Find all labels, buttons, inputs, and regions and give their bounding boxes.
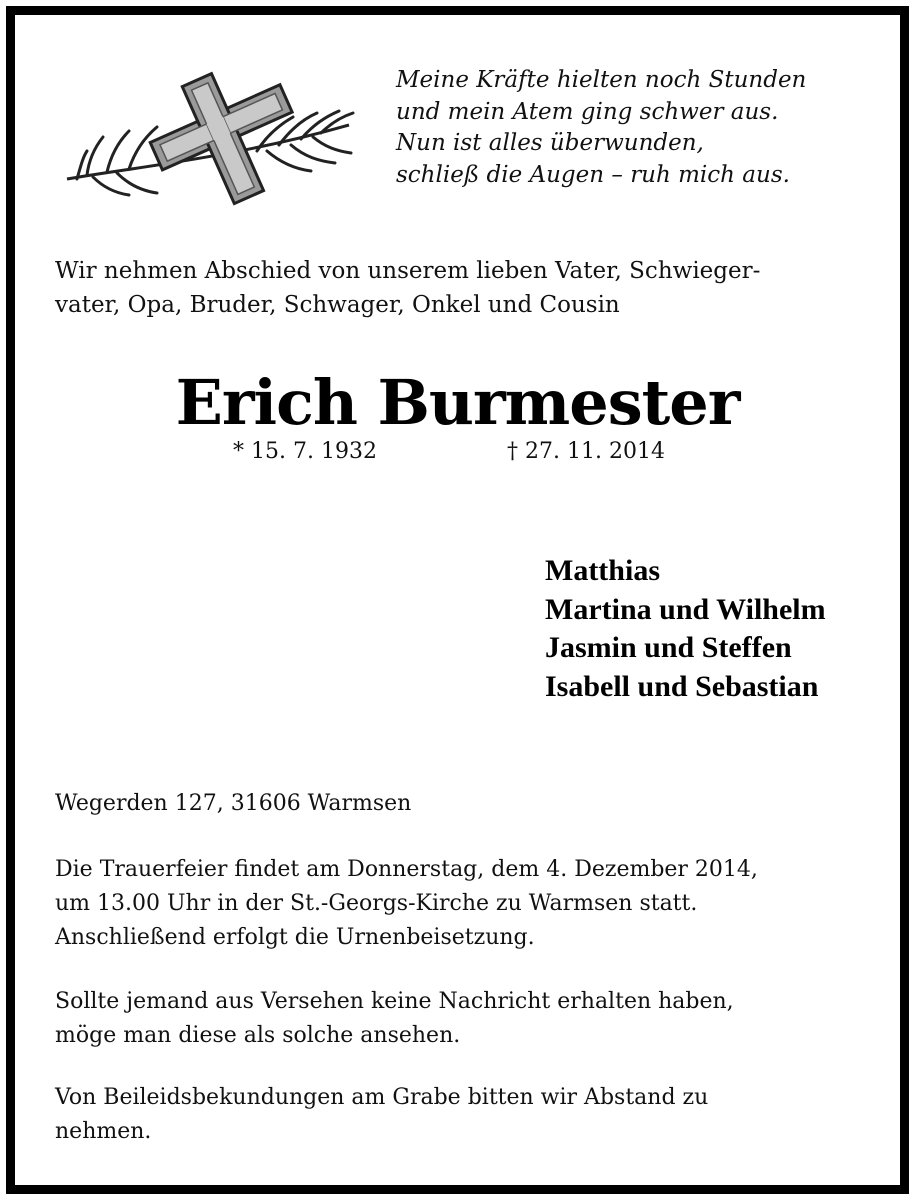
death-date: † 27. 11. 2014	[507, 439, 665, 464]
intro-text	[55, 254, 875, 322]
birth-date: * 15. 7. 1932	[233, 439, 377, 464]
family-line: Martina und Wilhelm	[545, 592, 826, 626]
funeral-info-paragraph	[55, 853, 870, 955]
paragraph-line: nehmen.	[55, 1119, 152, 1144]
paragraph-line: Von Beileidsbekundungen am Grabe bitten wir Abstand zu	[55, 1085, 709, 1110]
paragraph-line: möge man diese als solche ansehen.	[55, 1023, 461, 1048]
family-line: Jasmin und Steffen	[545, 631, 792, 664]
poem	[396, 65, 806, 191]
poem-line: Nun ist alles überwunden,	[396, 130, 704, 156]
poem-line: schließ die Augen – ruh mich aus.	[396, 161, 790, 188]
paragraph-line: um 13.00 Uhr in der St.-Georgs-Kirche zu Warmsen statt.	[55, 891, 698, 916]
obituary-notice	[6, 6, 909, 1194]
family-line: Matthias	[545, 554, 660, 587]
cross-with-palm-branch-icon	[57, 67, 357, 207]
notice-paragraph	[55, 985, 870, 1053]
paragraph-line: Anschließend erfolgt die Urnenbeisetzung.	[55, 925, 535, 950]
family-line: Isabell und Sebastian	[545, 669, 819, 703]
address: Wegerden 127, 31606 Warmsen	[55, 791, 412, 816]
deceased-name: Erich Burmester	[175, 366, 740, 439]
paragraph-line: Sollte jemand aus Versehen keine Nachricht erhalten haben,	[55, 989, 734, 1014]
poem-line: Meine Kräfte hielten noch Stunden	[396, 67, 807, 93]
intro-line: vater, Opa, Bruder, Schwager, Onkel und Cousin	[55, 292, 620, 318]
intro-line: Wir nehmen Abschied von unserem lieben Vater, Schwieger-	[55, 258, 761, 284]
paragraph-line: Die Trauerfeier findet am Donnerstag, dem 4. Dezember 2014,	[55, 857, 758, 882]
condolence-paragraph	[55, 1081, 870, 1149]
poem-line: und mein Atem ging schwer aus.	[396, 98, 779, 125]
family-signatures	[545, 552, 826, 706]
